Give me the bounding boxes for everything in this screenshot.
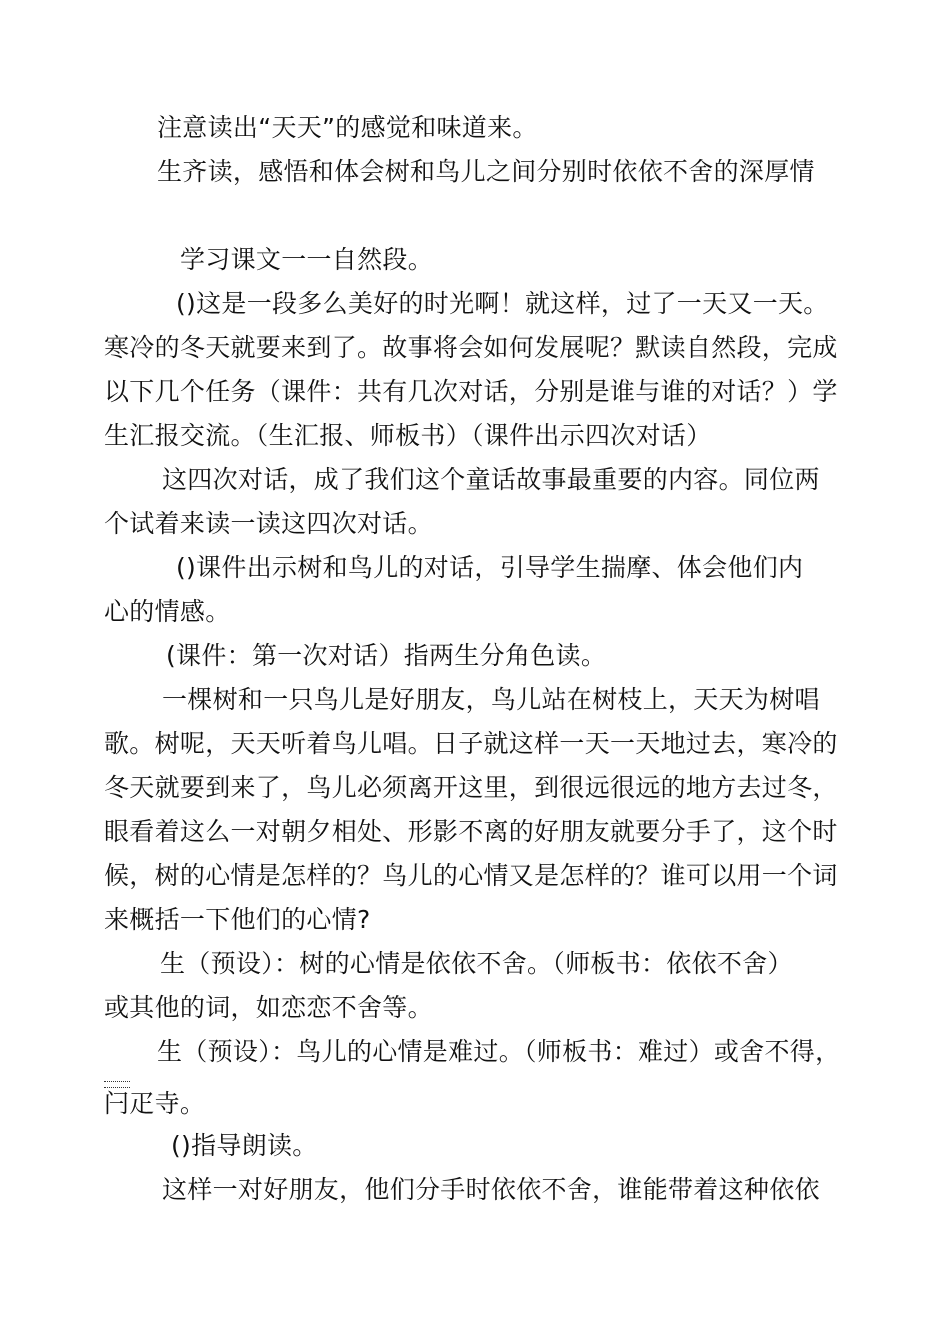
text-line-18: 来概括一下他们的心情?: [104, 905, 371, 934]
text-line-1: 注意读出“天天”的感觉和味道来。: [157, 113, 538, 142]
text-line-22: 闩疋寺。: [104, 1089, 206, 1118]
text-line-3: 学习课文一一自然段。: [180, 245, 434, 274]
text-line-10: ()课件出示树和鸟儿的对话，引导学生揣摩、体会他们内: [176, 553, 804, 582]
text-line-4: ()这是一段多么美好的时光啊！就这样，过了一天又一天。: [176, 289, 829, 318]
text-line-2: 生齐读，感悟和体会树和鸟儿之间分别时依依不舍的深厚情: [157, 157, 815, 186]
text-line-20: 或其他的词，如恋恋不舍等。: [104, 993, 433, 1022]
scan-artifact-mark: [104, 1081, 130, 1088]
text-line-12: (课件：第一次对话）指两生分角色读。: [166, 641, 607, 670]
text-line-8: 这四次对话，成了我们这个童话故事最重要的内容。同位两: [162, 465, 820, 494]
text-line-6: 以下几个任务（课件：共有几次对话，分别是谁与谁的对话？）学: [104, 377, 838, 406]
text-line-19: 生（预设）：树的心情是依依不舍。（师板书：依依不舍）: [160, 949, 793, 978]
text-line-15: 冬天就要到来了，鸟儿必须离开这里，到很远很远的地方去过冬，: [104, 773, 838, 802]
text-line-23: ()指导朗读。: [171, 1131, 318, 1160]
text-line-5: 寒冷的冬天就要来到了。故事将会如何发展呢？默读自然段，完成: [104, 333, 838, 362]
text-line-14: 歌。树呢，天天听着鸟儿唱。日子就这样一天一天地过去，寒冷的: [104, 729, 838, 758]
text-line-13: 一棵树和一只鸟儿是好朋友，鸟儿站在树枝上，天天为树唱: [162, 685, 820, 714]
text-line-9: 个试着来读一读这四次对话。: [104, 509, 433, 538]
text-line-16: 眼看着这么一对朝夕相处、形影不离的好朋友就要分手了，这个时: [104, 817, 838, 846]
text-line-11: 心的情感。: [104, 597, 231, 626]
text-line-17: 候，树的心情是怎样的？鸟儿的心情又是怎样的？谁可以用一个词: [104, 861, 838, 890]
text-line-21: 生（预设）：鸟儿的心情是难过。（师板书：难过）或舍不得，: [157, 1037, 841, 1066]
text-line-24: 这样一对好朋友，他们分手时依依不舍，谁能带着这种依依: [162, 1175, 820, 1204]
text-line-7: 生汇报交流。（生汇报、师板书）（课件出示四次对话）: [104, 421, 712, 450]
